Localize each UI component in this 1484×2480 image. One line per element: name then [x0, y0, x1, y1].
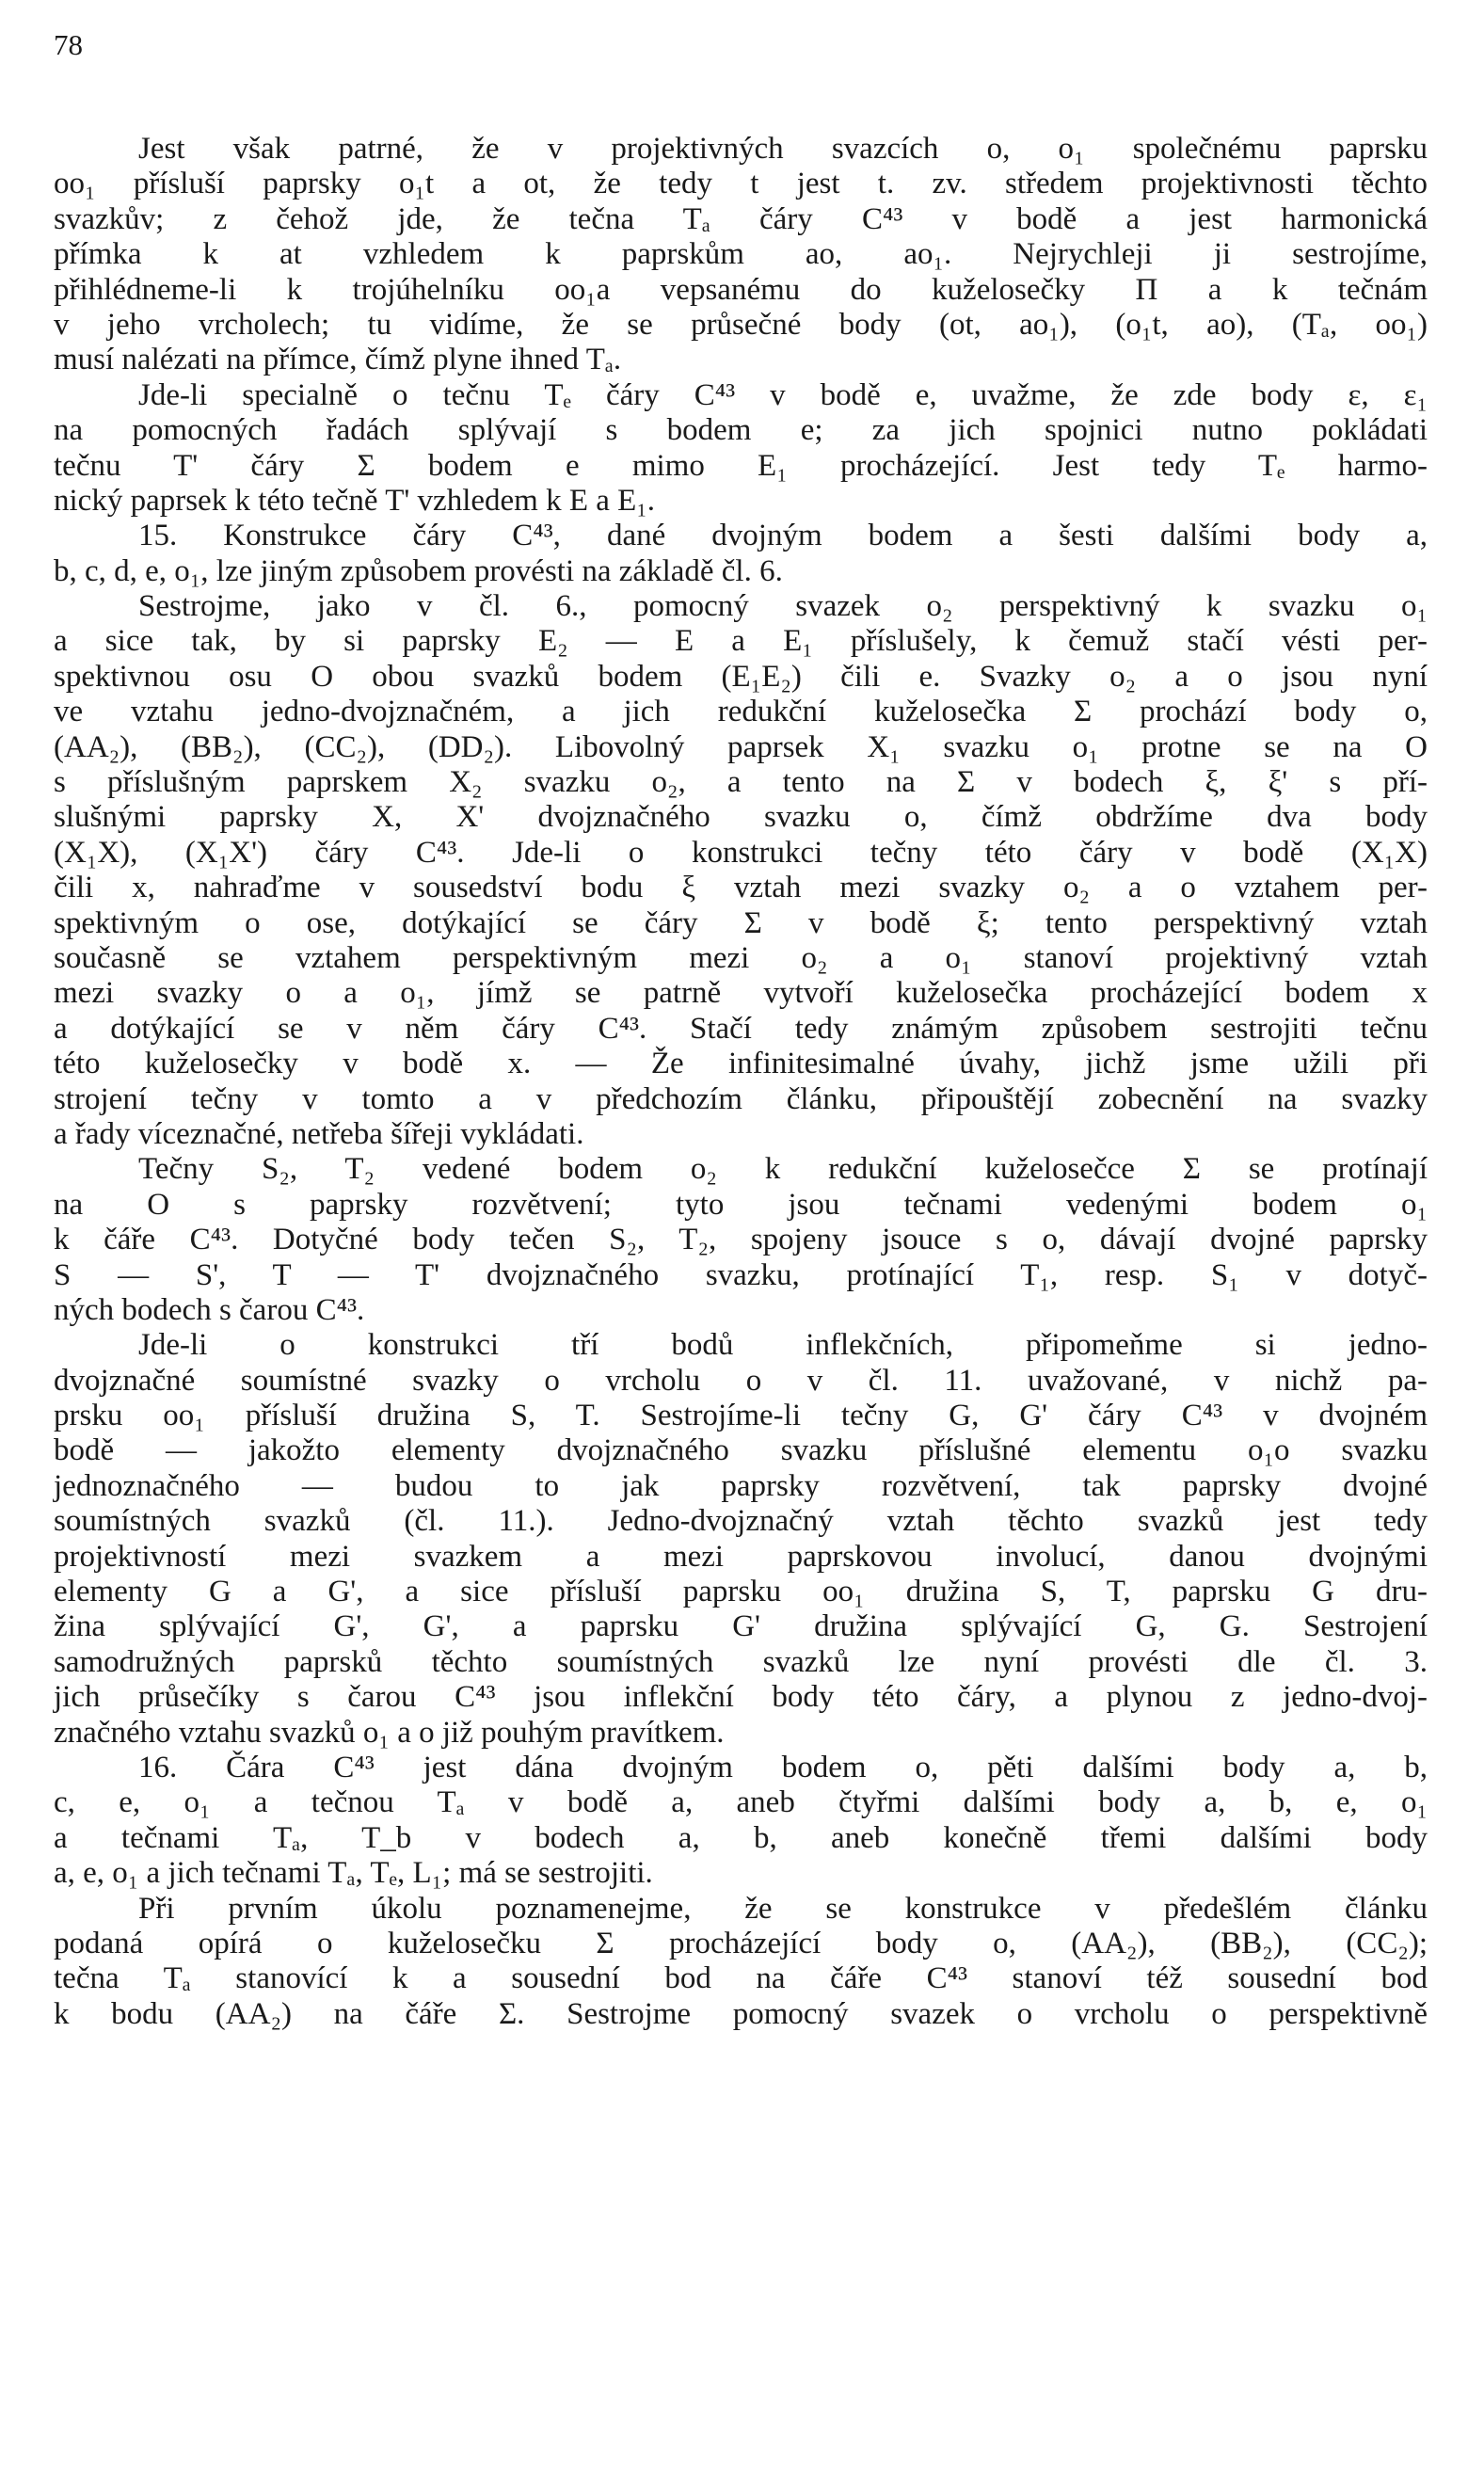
text-line: čili x, nahraďme v sousedství bodu ξ vztah mezi svazky o₂ a o vztahem per-: [54, 871, 1428, 905]
text-line: ve vztahu jedno-dvojznačném, a jich redukční kuželosečka Σ prochází body o,: [54, 695, 1428, 729]
text-line: spektivnou osu O obou svazků bodem (E₁E₂) čili e. Svazky o₂ a o jsou nyní: [54, 659, 1428, 694]
text-line: podaná opírá o kuželosečku Σ procházející body o, (AA₂), (BB₂), (CC₂);: [54, 1926, 1428, 1960]
text-line: ných bodech s čarou C⁴³.: [54, 1292, 365, 1327]
text-line: bodě — jakožto elementy dvojznačného svazku příslušné elementu o₁o svazku: [54, 1433, 1428, 1468]
text-line: 16. Čára C⁴³ jest dána dvojným bodem o, pěti dalšími body a, b,: [138, 1750, 1428, 1784]
text-line: prsku oo₁ přísluší družina S, T. Sestrojíme-li tečny G, G' čáry C⁴³ v dvojném: [54, 1399, 1428, 1433]
text-line: musí nalézati na přímce, čímž plyne ihned Tₐ.: [54, 343, 622, 377]
text-line: a řady víceznačné, netřeba šířeji vykládati.: [54, 1116, 584, 1151]
text-line: a, e, o₁ a jich tečnami Tₐ, Tₑ, L₁; má se sestrojiti.: [54, 1856, 653, 1891]
text-line: Tečny S₂, T₂ vedené bodem o₂ k redukční kuželosečce Σ se protínají: [138, 1152, 1428, 1187]
text-line: c, e, o₁ a tečnou Tₐ v bodě a, aneb čtyřmi dalšími body a, b, e, o₁: [54, 1785, 1428, 1820]
text-line: jednoznačného — budou to jak paprsky rozvětvení, tak paprsky dvojné: [54, 1468, 1428, 1503]
text-line: dvojznačné soumístné svazky o vrcholu o v čl. 11. uvažované, v nichž pa-: [54, 1363, 1428, 1398]
page-number: 78: [54, 28, 83, 61]
text-line: na O s paprsky rozvětvení; tyto jsou tečnami vedenými bodem o₁: [54, 1187, 1428, 1222]
text-line: S — S', T — T' dvojznačného svazku, protínající T₁, resp. S₁ v dotyč-: [54, 1257, 1428, 1292]
text-line: v jeho vrcholech; tu vidíme, že se průsečné body (ot, ao₁), (o₁t, ao), (Tₐ, oo₁): [54, 307, 1428, 342]
text-line: tečnu T' čáry Σ bodem e mimo E₁ procházející. Jest tedy Tₑ harmo-: [54, 448, 1428, 483]
text-line: nický paprsek k této tečně T' vzhledem k E a E₁.: [54, 483, 656, 518]
text-line: 15. Konstrukce čáry C⁴³, dané dvojným bodem a šesti dalšími body a,: [138, 519, 1428, 553]
text-line: Při prvním úkolu poznamenejme, že se konstrukce v předešlém článku: [138, 1891, 1428, 1926]
text-line: Jest však patrné, že v projektivných svazcích o, o₁ společnému paprsku: [138, 132, 1428, 166]
text-line: a sice tak, by si paprsky E₂ — E a E₁ příslušely, k čemuž stačí vésti per-: [54, 624, 1428, 659]
text-line: současně se vztahem perspektivným mezi o₂ a o₁ stanoví projektivný vztah: [54, 940, 1428, 975]
text-line: elementy G a G', a sice přísluší paprsku oo₁ družina S, T, paprsku G dru-: [54, 1575, 1428, 1609]
text-line: Jde-li o konstrukci tří bodů inflekčních, připomeňme si jedno-: [138, 1328, 1428, 1363]
text-line: jich průsečíky s čarou C⁴³ jsou inflekční body této čáry, a plynou z jedno-dvoj-: [54, 1680, 1428, 1715]
text-line: tečna Tₐ stanovící k a sousední bod na čáře C⁴³ stanoví též sousední bod: [54, 1961, 1428, 1996]
text-line: a tečnami Tₐ, T_b v bodech a, b, aneb konečně třemi dalšími body: [54, 1820, 1428, 1855]
body-text: [54, 132, 1428, 2032]
text-line: značného vztahu svazků o₁ a o již pouhým pravítkem.: [54, 1715, 725, 1750]
text-line: k bodu (AA₂) na čáře Σ. Sestrojme pomocný svazek o vrcholu o perspektivně: [54, 1996, 1428, 2031]
text-line: spektivným o ose, dotýkající se čáry Σ v bodě ξ; tento perspektivný vztah: [54, 905, 1428, 940]
text-line: na pomocných řadách splývají s bodem e; za jich spojnici nutno pokládati: [54, 413, 1428, 448]
text-line: slušnými paprsky X, X' dvojznačného svazku o, čímž obdržíme dva body: [54, 800, 1428, 835]
text-line: s příslušným paprskem X₂ svazku o₂, a tento na Σ v bodech ξ, ξ' s pří-: [54, 765, 1428, 800]
text-line: Jde-li specialně o tečnu Tₑ čáry C⁴³ v bodě e, uvažme, že zde body ε, ε₁: [138, 377, 1428, 412]
text-line: žina splývající G', G', a paprsku G' družina splývající G, G. Sestrojení: [54, 1609, 1428, 1644]
text-line: soumístných svazků (čl. 11.). Jedno-dvojznačný vztah těchto svazků jest tedy: [54, 1504, 1428, 1539]
text-line: přihlédneme-li k trojúhelníku oo₁a vepsanému do kuželosečky Π a k tečnám: [54, 272, 1428, 307]
text-line: projektivností mezi svazkem a mezi paprskovou involucí, danou dvojnými: [54, 1539, 1428, 1574]
text-line: (AA₂), (BB₂), (CC₂), (DD₂). Libovolný paprsek X₁ svazku o₁ protne se na O: [54, 729, 1428, 764]
text-line: (X₁X), (X₁X') čáry C⁴³. Jde-li o konstrukci tečny této čáry v bodě (X₁X): [54, 835, 1428, 870]
text-line: přímka k at vzhledem k paprskům ao, ao₁. Nejrychleji ji sestrojíme,: [54, 237, 1428, 272]
text-line: oo₁ přísluší paprsky o₁t a ot, že tedy t jest t. zv. středem projektivnosti těchto: [54, 167, 1428, 201]
text-line: a dotýkající se v něm čáry C⁴³. Stačí tedy známým způsobem sestrojiti tečnu: [54, 1011, 1428, 1046]
text-line: Sestrojme, jako v čl. 6., pomocný svazek o₂ perspektivný k svazku o₁: [138, 589, 1428, 624]
text-line: k čáře C⁴³. Dotyčné body tečen S₂, T₂, spojeny jsouce s o, dávají dvojné paprsky: [54, 1223, 1428, 1257]
text-line: b, c, d, e, o₁, lze jiným způsobem provésti na základě čl. 6.: [54, 553, 783, 588]
text-line: samodružných paprsků těchto soumístných svazků lze nyní provésti dle čl. 3.: [54, 1644, 1428, 1679]
text-line: této kuželosečky v bodě x. — Že infinitesimalné úvahy, jichž jsme užili při: [54, 1047, 1428, 1081]
text-line: strojení tečny v tomto a v předchozím článku, připouštějí zobecnění na svazky: [54, 1081, 1428, 1116]
text-line: svazkův; z čehož jde, že tečna Tₐ čáry C⁴³ v bodě a jest harmonická: [54, 201, 1428, 236]
text-line: mezi svazky o a o₁, jímž se patrně vytvoří kuželosečka procházející bodem x: [54, 976, 1428, 1011]
